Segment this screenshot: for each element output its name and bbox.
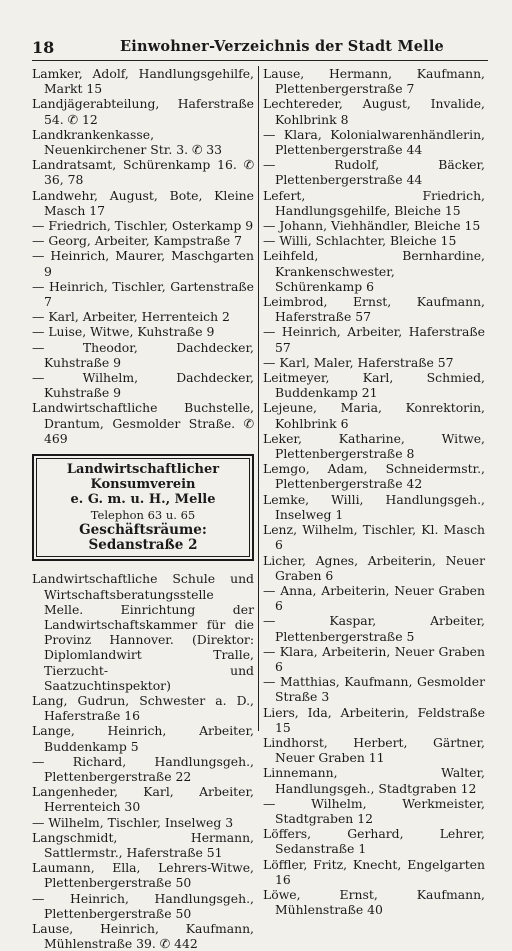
directory-entry: — Luise, Witwe, Kuhstraße 9	[32, 324, 215, 340]
directory-entry: — Wilhelm, Dachdecker, Kuhstraße 9	[32, 370, 254, 401]
directory-entry: — Karl, Maler, Haferstraße 57	[263, 354, 454, 370]
directory-entry: Lamker, Adolf, Handlungsgehilfe, Markt 15	[32, 66, 254, 97]
directory-entry: Löffler, Fritz, Knecht, Engelgarten 16	[263, 856, 485, 887]
directory-entry: — Georg, Arbeiter, Kampstraße 7	[32, 233, 243, 249]
directory-entry: Licher, Agnes, Arbeiterin, Neuer Graben 6	[263, 552, 485, 583]
directory-entry: Lemgo, Adam, Schneidermstr., Plettenbergerstraße 42	[263, 461, 485, 492]
directory-entry: — Heinrich, Maurer, Maschgarten 9	[32, 248, 254, 279]
directory-entry: — Heinrich, Tischler, Gartenstraße 7	[32, 278, 254, 310]
directory-entry: — Klara, Kolonialwarenhändlerin, Plettenbergerstraße 44	[263, 126, 485, 158]
directory-entry: Lejeune, Maria, Konrektorin, Kohlbrink 6	[263, 400, 485, 431]
directory-entry: Lang, Gudrun, Schwester a. D., Haferstraße 16	[32, 692, 254, 724]
directory-entry: — Wilhelm, Tischler, Inselweg 3	[32, 814, 234, 830]
directory-entry: Landwehr, August, Bote, Kleine Masch 17	[32, 187, 254, 218]
directory-entry: — Karl, Arbeiter, Herrenteich 2	[32, 309, 230, 325]
directory-entry: Lindhorst, Herbert, Gärtner, Neuer Graben 11	[263, 734, 485, 766]
directory-entry: Langschmidt, Hermann, Sattlermstr., Haferstraße 51	[32, 829, 254, 860]
directory-entry: Landwirtschaftliche Buchstelle, Drantum, Gesmolder Straße. ✆ 469	[32, 400, 254, 446]
directory-entry: Lange, Heinrich, Arbeiter, Buddenkamp 5	[32, 723, 254, 754]
page-number: 18	[32, 38, 55, 57]
directory-entry: Landratsamt, Schürenkamp 16. ✆ 36, 78	[32, 157, 254, 188]
directory-entry: Lefert, Friedrich, Handlungsgehilfe, Bleiche 15	[263, 187, 485, 218]
directory-entry: Landkrankenkasse, Neuenkirchener Str. 3. ✆ 33	[32, 126, 223, 158]
directory-entry: Landwirtschaftliche Schule und Wirtschaftsberatungsstelle Melle. Einrichtung der Landwirtschaftskammer für die Provinz Hannover. (Direktor: Diplomlandwirt Tralle, Tierzucht- und Saatzuchtinspektor)	[32, 571, 254, 693]
running-title: Einwohner-Verzeichnis der Stadt Melle	[120, 38, 444, 55]
directory-entry: Leimbrod, Ernst, Kaufmann, Haferstraße 57	[263, 294, 485, 325]
directory-entry: — Theodor, Dachdecker, Kuhstraße 9	[32, 339, 254, 370]
directory-entry: — Willi, Schlachter, Bleiche 15	[263, 233, 457, 249]
right-column	[263, 66, 485, 917]
directory-entry: Löffers, Gerhard, Lehrer, Sedanstraße 1	[263, 826, 485, 857]
ad-company-name: Landwirtschaftlicher Konsumverein	[66, 462, 220, 493]
directory-entry: Liers, Ida, Arbeiterin, Feldstraße 15	[263, 704, 485, 735]
ad-address: Geschäftsräume: Sedanstraße 2	[79, 521, 207, 554]
page-header	[32, 38, 488, 61]
directory-entry: — Richard, Handlungsgeh., Plettenbergerstraße 22	[32, 753, 254, 784]
directory-entry: — Wilhelm, Werkmeister, Stadtgraben 12	[263, 795, 485, 826]
directory-entry: — Johann, Viehhändler, Bleiche 15	[263, 218, 481, 234]
column-divider	[258, 66, 259, 731]
left-entry-list-continued	[32, 571, 254, 951]
left-entry-list	[32, 66, 254, 446]
advertisement-box	[32, 454, 254, 561]
directory-entry: Lenz, Wilhelm, Tischler, Kl. Masch 6	[263, 522, 485, 553]
directory-entry: — Rudolf, Bäcker, Plettenbergerstraße 44	[263, 157, 485, 188]
directory-entry: Lechtereder, August, Invalide, Kohlbrink 8	[263, 96, 485, 127]
ad-telephone: Telephon 63 u. 65	[90, 507, 196, 522]
directory-entry: Landjägerabteilung, Haferstraße 54. ✆ 12	[32, 96, 254, 127]
directory-entry: Leitmeyer, Karl, Schmied, Buddenkamp 21	[263, 370, 485, 401]
directory-entry: Leihfeld, Bernhardine, Krankenschwester, Schürenkamp 6	[263, 248, 485, 294]
directory-entry: — Klara, Arbeiterin, Neuer Graben 6	[263, 643, 485, 674]
left-column	[32, 66, 254, 951]
directory-entry: Lause, Heinrich, Kaufmann, Mühlenstraße 39. ✆ 442	[32, 920, 254, 951]
directory-entry: Lause, Hermann, Kaufmann, Plettenbergerstraße 7	[263, 66, 485, 97]
directory-entry: Langenheder, Karl, Arbeiter, Herrenteich 30	[32, 784, 254, 815]
directory-entry: Laumann, Ella, Lehrers-Witwe, Plettenbergerstraße 50	[32, 860, 254, 891]
ad-company-form: e. G. m. u. H., Melle	[70, 492, 216, 508]
directory-entry: Löwe, Ernst, Kaufmann, Mühlenstraße 40	[263, 886, 485, 918]
directory-entry: — Anna, Arbeiterin, Neuer Graben 6	[263, 582, 485, 614]
directory-entry: — Friedrich, Tischler, Osterkamp 9	[32, 218, 254, 234]
directory-entry: — Matthias, Kaufmann, Gesmolder Straße 3	[263, 674, 485, 705]
directory-entry: — Heinrich, Handlungsgeh., Plettenbergerstraße 50	[32, 890, 254, 921]
right-entry-list	[263, 66, 485, 917]
directory-entry: — Kaspar, Arbeiter, Plettenbergerstraße 5	[263, 613, 485, 644]
directory-entry: Linnemann, Walter, Handlungsgeh., Stadtgraben 12	[263, 765, 485, 796]
directory-entry: Leker, Katharine, Witwe, Plettenbergerstraße 8	[263, 430, 485, 462]
directory-entry: — Heinrich, Arbeiter, Haferstraße 57	[263, 324, 485, 355]
directory-entry: Lemke, Willi, Handlungsgeh., Inselweg 1	[263, 491, 485, 522]
